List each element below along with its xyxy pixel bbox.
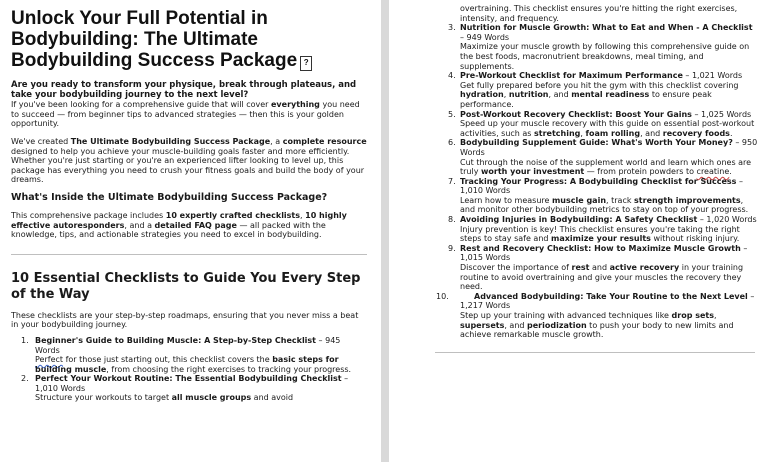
checklist-list — [11, 336, 367, 403]
item-title: Nutrition for Muscle Growth: What to Eat and When - A Checklist — [460, 23, 753, 33]
section-divider — [11, 254, 367, 255]
page-title: Unlock Your Full Potential in Bodybuilding: The Ultimate Bodybuilding Success Package ? — [11, 8, 367, 71]
list-item: 3. Nutrition for Muscle Growth: What to Eat and When - A Checklist – 949 Words Maximize your muscle growth by following this comprehensive guide on the best foods, macronutrient breakdowns, meal timing, and supplements. — [448, 23, 753, 71]
intro-paragraph: If you've been looking for a comprehensive guide that will cover everything you need to succeed — from beginner tips to advanced strategies — then this is your golden opportunity. — [11, 100, 360, 129]
list-item: 8. Avoiding Injuries in Bodybuilding: A Safety Checklist – 1,020 Words Injury prevention is key! This checklist ensures you're taking the right steps to stay safe and maximize your results without risking injury. — [448, 215, 757, 244]
item-title: Perfect Your Workout Routine: The Essential Bodybuilding Checklist — [35, 374, 342, 384]
item-title: Beginner's Guide to Building Muscle: A Step-by-Step Checklist — [35, 335, 317, 345]
document-page-left — [0, 0, 381, 462]
list-item: 5. Post-Workout Recovery Checklist: Boost Your Gains – 1,025 Words Speed up your muscle recovery with this guide on essential post-workout activities, such as stretching, foam rolling, and recovery foods. — [448, 109, 755, 138]
list-item: 6. Bodybuilding Supplement Guide: What's Worth Your Money? – 950 Words Cut through the noise of the supplement world and learn which ones are truly worth your investment — from protein powders to creatine. — [448, 138, 758, 177]
item-title: Pre-Workout Checklist for Maximum Performance — [460, 71, 683, 81]
checklists-heading: 10 Essential Checklists to Guide You Every Step of the Way — [11, 270, 361, 302]
list-item: 4. Pre-Workout Checklist for Maximum Performance – 1,021 Words Get fully prepared before you hit the gym with this checklist covering hydration, nutrition, and mental readiness to ensure peak performance. — [448, 71, 743, 109]
list-item: 1. Beginner's Guide to Building Muscle: A Step-by-Step Checklist – 945 Words Perfect for those just starting out, this checklist covers the basic steps for building muscle, from choosing the right exercises to tracking your progress. — [21, 335, 352, 374]
item-title: Post-Workout Recovery Checklist: Boost Your Gains — [460, 109, 692, 119]
lead-question: Are you ready to transform your physique, break through plateaus, and take your bodybuilding journey to the next level? — [11, 80, 357, 100]
item-title: Bodybuilding Supplement Guide: What's Worth Your Money? — [460, 138, 733, 148]
checklists-intro: These checklists are your step-by-step roadmaps, ensuring that you never miss a beat in your bodybuilding journey. — [11, 310, 359, 330]
list-item-continued: overtraining. This checklist ensures you're hitting the right exercises, intensity, and frequency. — [460, 4, 738, 23]
inside-paragraph: This comprehensive package includes 10 expertly crafted checklists, 10 highly effective autoresponders, and a detailed FAQ page — all packed with the knowledge, tips, and actionable strategies you need to excel in bodybuilding. — [11, 210, 347, 240]
item-title: Rest and Recovery Checklist: How to Maximize Muscle Growth — [460, 243, 741, 253]
document-page-right — [389, 0, 768, 462]
missing-glyph-icon: ? — [300, 56, 312, 71]
item-title: Advanced Bodybuilding: Take Your Routine to the Next Level — [474, 291, 748, 301]
spellcheck-word: Perfect — [35, 355, 64, 365]
item-title: Tracking Your Progress: A Bodybuilding Checklist for Success — [460, 176, 737, 186]
spellcheck-word: creatine — [696, 167, 730, 177]
created-paragraph: We've created The Ultimate Bodybuilding Success Package, a complete resource designed to help you achieve your muscle-building goals faster and more efficiently. Whether you're just starting or you're an experienced lifter looking to level up, this package has everything you need to crush your fitness goals and build the body of your dreams. — [11, 136, 367, 185]
list-item: 9. Rest and Recovery Checklist: How to Maximize Muscle Growth – 1,015 Words Discover the importance of rest and active recovery in your training routine to avoid overtraining and give your muscles the recovery they need. — [448, 243, 748, 292]
inside-heading: What's Inside the Ultimate Bodybuilding Success Package? — [11, 191, 328, 203]
list-item: 7. Tracking Your Progress: A Bodybuilding Checklist for Success – 1,010 Words Learn how to measure muscle gain, track strength improvements, and monitor other bodybuilding metrics to stay on top of your progress. — [448, 176, 749, 215]
list-item: 10. Advanced Bodybuilding: Take Your Routine to the Next Level – 1,217 Words Step up your training with advanced techniques like drop sets, supersets, and periodization to push your body to new limits and achieve remarkable muscle growth. — [436, 291, 755, 340]
section-divider — [435, 352, 755, 353]
list-item: 2. Perfect Your Workout Routine: The Essential Bodybuilding Checklist – 1,010 Words Structure your workouts to target all muscle groups and avoid — [21, 374, 349, 403]
item-title: Avoiding Injuries in Bodybuilding: A Safety Checklist — [460, 215, 698, 225]
page-gutter — [381, 0, 389, 462]
checklist-list-continued — [436, 4, 758, 340]
